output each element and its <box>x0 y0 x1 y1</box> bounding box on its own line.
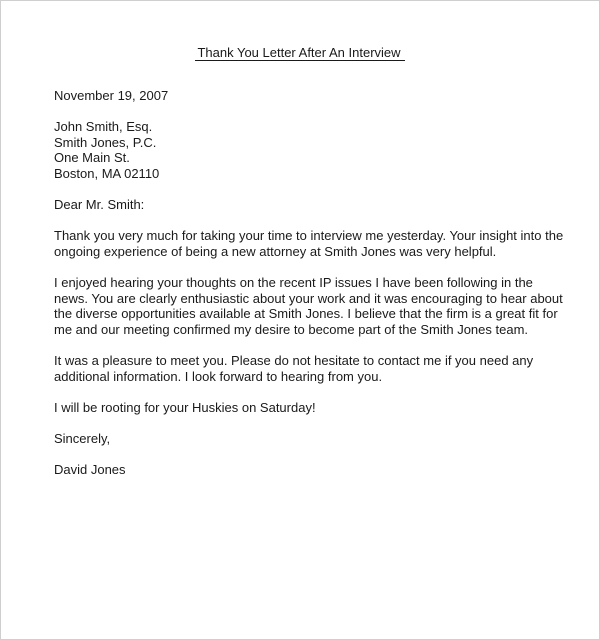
recipient-company: Smith Jones, P.C. <box>54 134 157 150</box>
paragraph-huskies: I will be rooting for your Huskies on Saturday! <box>54 399 316 415</box>
recipient-name: John Smith, Esq. <box>54 119 153 135</box>
recipient-address <box>54 119 564 181</box>
recipient-street: One Main St. <box>54 150 130 166</box>
signature: David Jones <box>54 462 126 478</box>
salutation: Dear Mr. Smith: <box>54 197 145 213</box>
paragraph-thoughts: I enjoyed hearing your thoughts on the recent IP issues I have been following in the news. You are clearly enthusiastic about your work and it was encouraging to hear about the diverse opportunities available at Smith Jones. I believe that the firm is a great fit for me and our meeting confirmed my desire to become part of the Smith Jones team. <box>54 275 563 337</box>
paragraph-pleasure: It was a pleasure to meet you. Please do not hesitate to contact me if you need any additional information. I look forward to hearing from you. <box>54 353 534 384</box>
closing: Sincerely, <box>54 431 111 447</box>
document-title <box>1 45 599 61</box>
paragraph-thanks: Thank you very much for taking your time to interview me yesterday. Your insight into the ongoing experience of being a new attorney at Smith Jones was very helpful. <box>54 228 564 259</box>
letter-body <box>54 88 564 478</box>
document-title-text: Thank You Letter After An Interview <box>195 45 404 61</box>
recipient-city: Boston, MA 02110 <box>54 165 160 181</box>
letter-date: November 19, 2007 <box>54 88 169 103</box>
